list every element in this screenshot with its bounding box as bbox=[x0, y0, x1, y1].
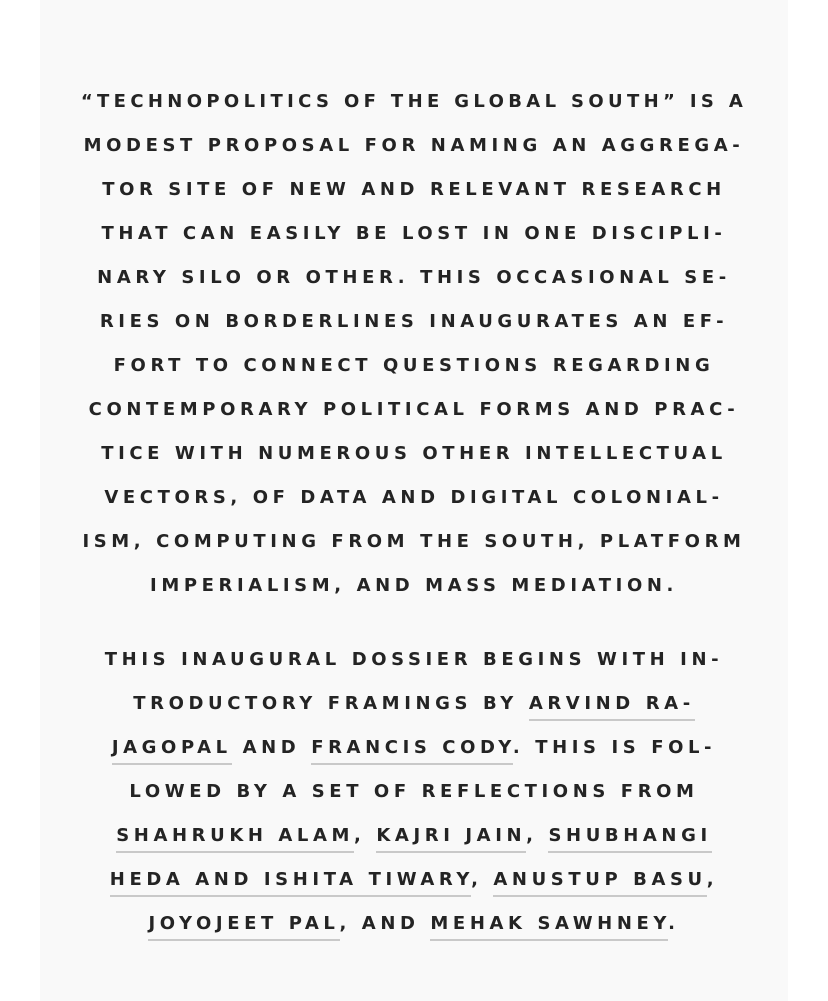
author-link-joyojeet-pal[interactable]: JOYOJEET PAL bbox=[148, 913, 339, 941]
text-fragment: , bbox=[706, 869, 719, 890]
text-line: TOR SITE OF NEW AND RELEVANT RESEARCH bbox=[102, 179, 726, 200]
author-link-shubhangi-heda[interactable]: SHUBHANGI bbox=[548, 825, 711, 853]
text-fragment: . bbox=[668, 913, 680, 934]
article-text bbox=[80, 80, 748, 946]
text-line bbox=[80, 682, 748, 726]
text-line bbox=[80, 858, 748, 902]
text-line bbox=[80, 902, 748, 946]
text-line: ISM, COMPUTING FROM THE SOUTH, PLATFORM bbox=[82, 531, 746, 552]
content-panel bbox=[40, 0, 788, 1001]
author-link-kajri-jain[interactable]: KAJRI JAIN bbox=[376, 825, 526, 853]
author-link-anustup-basu[interactable]: ANUSTUP BASU bbox=[493, 869, 706, 897]
text-line: MODEST PROPOSAL FOR NAMING AN AGGREGA- bbox=[83, 135, 745, 156]
paragraph-dossier bbox=[80, 638, 748, 946]
author-link-arvind-rajagopal[interactable]: JAGOPAL bbox=[112, 737, 232, 765]
text-fragment: , AND bbox=[339, 913, 431, 934]
text-line: “TECHNOPOLITICS OF THE GLOBAL SOUTH” IS A bbox=[80, 91, 748, 112]
author-link-francis-cody[interactable]: FRANCIS CODY bbox=[311, 737, 513, 765]
author-link-shubhangi-heda[interactable]: HEDA AND ISHITA TIWARY bbox=[110, 869, 471, 897]
text-line: VECTORS, OF DATA AND DIGITAL COLONIAL- bbox=[104, 487, 724, 508]
text-line: RIES ON BORDERLINES INAUGURATES AN EF- bbox=[99, 311, 729, 332]
text-line bbox=[80, 814, 748, 858]
text-fragment: . THIS IS FOL- bbox=[512, 737, 717, 758]
text-fragment: , bbox=[471, 869, 494, 890]
text-fragment: , bbox=[526, 825, 549, 846]
author-link-mehak-sawhney[interactable]: MEHAK SAWHNEY bbox=[430, 913, 668, 941]
paragraph-gap bbox=[80, 608, 748, 638]
paragraph-intro bbox=[80, 80, 748, 608]
text-line bbox=[80, 726, 748, 770]
text-line: NARY SILO OR OTHER. THIS OCCASIONAL SE- bbox=[97, 267, 731, 288]
text-line: FORT TO CONNECT QUESTIONS REGARDING bbox=[113, 355, 715, 376]
text-line: TICE WITH NUMEROUS OTHER INTELLECTUAL bbox=[101, 443, 727, 464]
text-line: THIS INAUGURAL DOSSIER BEGINS WITH IN- bbox=[104, 649, 724, 670]
text-line: LOWED BY A SET OF REFLECTIONS FROM bbox=[129, 781, 699, 802]
author-link-arvind-rajagopal[interactable]: ARVIND RA- bbox=[529, 693, 695, 721]
text-line: THAT CAN EASILY BE LOST IN ONE DISCIPLI- bbox=[101, 223, 727, 244]
text-fragment: , bbox=[354, 825, 377, 846]
text-fragment: TRODUCTORY FRAMINGS BY bbox=[133, 693, 529, 714]
text-line: IMPERIALISM, AND MASS MEDIATION. bbox=[150, 575, 678, 596]
text-fragment: AND bbox=[231, 737, 312, 758]
text-line: CONTEMPORARY POLITICAL FORMS AND PRAC- bbox=[88, 399, 740, 420]
author-link-shahrukh-alam[interactable]: SHAHRUKH ALAM bbox=[116, 825, 354, 853]
